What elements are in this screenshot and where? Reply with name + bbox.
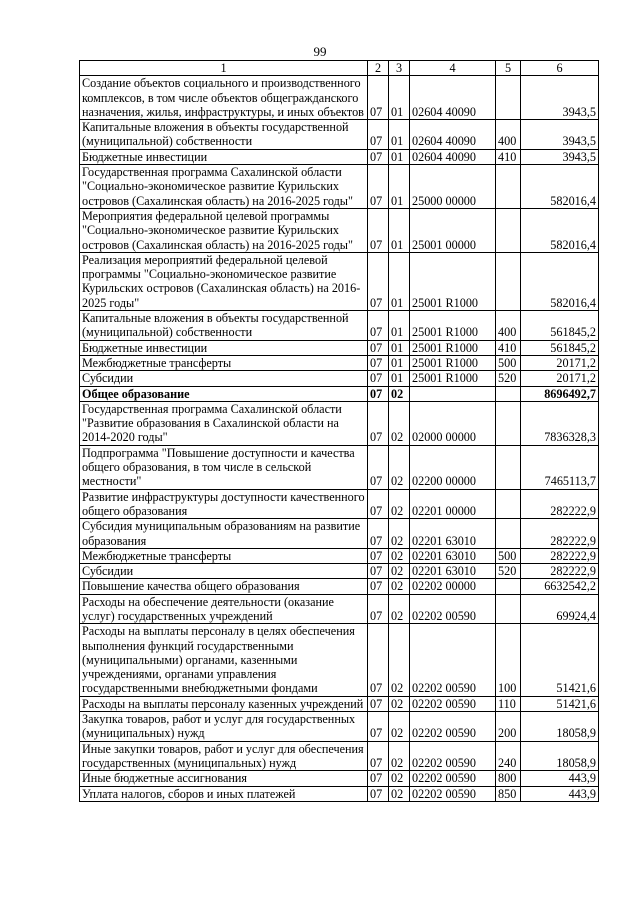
table-row [80, 208, 599, 252]
row-sum-cell: 282222,9 [521, 564, 599, 579]
row-expense-type-cell [496, 76, 521, 120]
row-name-cell: Субсидии [80, 371, 368, 386]
row-sum-cell: 561845,2 [521, 340, 599, 355]
row-target-article-cell: 02202 00590 [410, 696, 496, 711]
table-row [80, 252, 599, 310]
row-section-cell: 07 [368, 386, 389, 401]
table-row [80, 401, 599, 445]
row-section-cell: 07 [368, 149, 389, 164]
table-row [80, 340, 599, 355]
row-expense-type-cell [496, 489, 521, 519]
row-subsection-cell: 02 [389, 445, 410, 489]
row-name-cell: Государственная программа Сахалинской области "Социально-экономическое развитие Курильских островов (Сахалинская область) на 2016-2025 годы" [80, 165, 368, 209]
row-name-cell: Субсидии [80, 564, 368, 579]
row-sum-cell: 69924,4 [521, 594, 599, 624]
row-subsection-cell: 02 [389, 489, 410, 519]
row-subsection-cell: 02 [389, 401, 410, 445]
header-cell: 2 [368, 61, 389, 76]
row-target-article-cell: 02202 00590 [410, 786, 496, 801]
row-sum-cell: 20171,2 [521, 355, 599, 370]
row-sum-cell: 18058,9 [521, 741, 599, 771]
row-name-cell: Бюджетные инвестиции [80, 340, 368, 355]
row-target-article-cell: 02000 00000 [410, 401, 496, 445]
table-row [80, 76, 599, 120]
row-sum-cell: 282222,9 [521, 519, 599, 549]
row-expense-type-cell [496, 252, 521, 310]
row-sum-cell: 582016,4 [521, 165, 599, 209]
row-sum-cell: 282222,9 [521, 489, 599, 519]
row-sum-cell: 7836328,3 [521, 401, 599, 445]
header-cell: 4 [410, 61, 496, 76]
row-subsection-cell: 02 [389, 712, 410, 742]
row-expense-type-cell: 500 [496, 548, 521, 563]
row-expense-type-cell: 110 [496, 696, 521, 711]
row-target-article-cell: 02604 40090 [410, 120, 496, 150]
row-expense-type-cell: 200 [496, 712, 521, 742]
row-sum-cell: 6632542,2 [521, 579, 599, 594]
row-target-article-cell: 02201 63010 [410, 564, 496, 579]
row-section-cell: 07 [368, 165, 389, 209]
row-name-cell: Мероприятия федеральной целевой программы "Социально-экономическое развитие Курильских островов (Сахалинская область) на 2016-2025 годы" [80, 208, 368, 252]
header-cell: 5 [496, 61, 521, 76]
row-target-article-cell: 02202 00000 [410, 579, 496, 594]
row-expense-type-cell [496, 519, 521, 549]
row-section-cell: 07 [368, 579, 389, 594]
row-name-cell: Иные закупки товаров, работ и услуг для обеспечения государственных (муниципальных) нужд [80, 741, 368, 771]
table-row [80, 311, 599, 341]
row-section-cell: 07 [368, 624, 389, 696]
row-section-cell: 07 [368, 771, 389, 786]
row-sum-cell: 3943,5 [521, 76, 599, 120]
table-row [80, 165, 599, 209]
row-subsection-cell: 02 [389, 696, 410, 711]
table-row [80, 696, 599, 711]
row-subsection-cell: 02 [389, 624, 410, 696]
row-expense-type-cell: 410 [496, 149, 521, 164]
row-expense-type-cell [496, 445, 521, 489]
table-row [80, 624, 599, 696]
row-expense-type-cell: 100 [496, 624, 521, 696]
row-subsection-cell: 01 [389, 311, 410, 341]
row-name-cell: Общее образование [80, 386, 368, 401]
row-sum-cell: 18058,9 [521, 712, 599, 742]
row-target-article-cell: 02201 00000 [410, 489, 496, 519]
row-target-article-cell: 25001 R1000 [410, 371, 496, 386]
row-expense-type-cell [496, 579, 521, 594]
row-subsection-cell: 02 [389, 548, 410, 563]
table-row [80, 771, 599, 786]
row-expense-type-cell: 400 [496, 120, 521, 150]
row-subsection-cell: 01 [389, 76, 410, 120]
row-section-cell: 07 [368, 311, 389, 341]
row-expense-type-cell: 520 [496, 371, 521, 386]
row-subsection-cell: 02 [389, 519, 410, 549]
row-subsection-cell: 01 [389, 149, 410, 164]
row-name-cell: Межбюджетные трансферты [80, 548, 368, 563]
row-target-article-cell: 02604 40090 [410, 149, 496, 164]
row-name-cell: Подпрограмма "Повышение доступности и качества общего образования, в том числе в сельской местности" [80, 445, 368, 489]
row-target-article-cell: 02201 63010 [410, 519, 496, 549]
header-cell: 3 [389, 61, 410, 76]
row-sum-cell: 51421,6 [521, 696, 599, 711]
row-sum-cell: 582016,4 [521, 252, 599, 310]
table-row [80, 579, 599, 594]
row-sum-cell: 561845,2 [521, 311, 599, 341]
row-section-cell: 07 [368, 519, 389, 549]
row-expense-type-cell [496, 386, 521, 401]
row-target-article-cell: 25000 00000 [410, 165, 496, 209]
header-cell: 6 [521, 61, 599, 76]
row-name-cell: Бюджетные инвестиции [80, 149, 368, 164]
row-section-cell: 07 [368, 76, 389, 120]
row-subsection-cell: 02 [389, 386, 410, 401]
table-row [80, 386, 599, 401]
row-section-cell: 07 [368, 489, 389, 519]
row-expense-type-cell [496, 165, 521, 209]
row-subsection-cell: 01 [389, 208, 410, 252]
row-target-article-cell: 25001 00000 [410, 208, 496, 252]
table-row [80, 149, 599, 164]
row-target-article-cell: 25001 R1000 [410, 311, 496, 341]
table-row [80, 741, 599, 771]
row-expense-type-cell: 500 [496, 355, 521, 370]
row-target-article-cell: 02201 63010 [410, 548, 496, 563]
row-section-cell: 07 [368, 741, 389, 771]
row-sum-cell: 3943,5 [521, 149, 599, 164]
row-target-article-cell: 25001 R1000 [410, 340, 496, 355]
row-section-cell: 07 [368, 564, 389, 579]
row-section-cell: 07 [368, 252, 389, 310]
row-name-cell: Закупка товаров, работ и услуг для государственных (муниципальных) нужд [80, 712, 368, 742]
row-name-cell: Создание объектов социального и производственного комплексов, в том числе объектов общегражданского назначения, жилья, инфраструктуры, и иных объектов [80, 76, 368, 120]
row-name-cell: Расходы на обеспечение деятельности (оказание услуг) государственных учреждений [80, 594, 368, 624]
row-name-cell: Капитальные вложения в объекты государственной (муниципальной) собственности [80, 311, 368, 341]
table-row [80, 355, 599, 370]
row-subsection-cell: 01 [389, 355, 410, 370]
row-sum-cell: 3943,5 [521, 120, 599, 150]
row-subsection-cell: 02 [389, 579, 410, 594]
row-name-cell: Уплата налогов, сборов и иных платежей [80, 786, 368, 801]
row-target-article-cell: 02202 00590 [410, 741, 496, 771]
row-expense-type-cell: 850 [496, 786, 521, 801]
row-subsection-cell: 01 [389, 165, 410, 209]
row-name-cell: Межбюджетные трансферты [80, 355, 368, 370]
row-sum-cell: 282222,9 [521, 548, 599, 563]
row-sum-cell: 443,9 [521, 786, 599, 801]
row-sum-cell: 443,9 [521, 771, 599, 786]
row-target-article-cell: 02200 00000 [410, 445, 496, 489]
row-sum-cell: 582016,4 [521, 208, 599, 252]
row-target-article-cell: 25001 R1000 [410, 252, 496, 310]
row-expense-type-cell [496, 401, 521, 445]
row-section-cell: 07 [368, 208, 389, 252]
row-subsection-cell: 01 [389, 120, 410, 150]
table-header-row [80, 61, 599, 76]
row-target-article-cell: 02604 40090 [410, 76, 496, 120]
table-row [80, 120, 599, 150]
row-name-cell: Государственная программа Сахалинской области "Развитие образования в Сахалинской области на 2014-2020 годы" [80, 401, 368, 445]
row-name-cell: Развитие инфраструктуры доступности качественного общего образования [80, 489, 368, 519]
row-expense-type-cell: 240 [496, 741, 521, 771]
row-expense-type-cell: 520 [496, 564, 521, 579]
row-subsection-cell: 01 [389, 371, 410, 386]
row-expense-type-cell [496, 208, 521, 252]
row-section-cell: 07 [368, 786, 389, 801]
table-row [80, 712, 599, 742]
row-subsection-cell: 02 [389, 771, 410, 786]
row-sum-cell: 7465113,7 [521, 445, 599, 489]
row-expense-type-cell: 410 [496, 340, 521, 355]
table-row [80, 564, 599, 579]
row-section-cell: 07 [368, 355, 389, 370]
row-section-cell: 07 [368, 712, 389, 742]
row-name-cell: Субсидия муниципальным образованиям на развитие образования [80, 519, 368, 549]
row-section-cell: 07 [368, 120, 389, 150]
row-section-cell: 07 [368, 371, 389, 386]
row-subsection-cell: 02 [389, 564, 410, 579]
budget-table-body [80, 61, 599, 802]
table-row [80, 786, 599, 801]
row-target-article-cell: 02202 00590 [410, 624, 496, 696]
row-sum-cell: 51421,6 [521, 624, 599, 696]
row-name-cell: Повышение качества общего образования [80, 579, 368, 594]
row-name-cell: Иные бюджетные ассигнования [80, 771, 368, 786]
row-subsection-cell: 02 [389, 786, 410, 801]
row-section-cell: 07 [368, 445, 389, 489]
row-expense-type-cell [496, 594, 521, 624]
row-subsection-cell: 02 [389, 594, 410, 624]
row-subsection-cell: 01 [389, 340, 410, 355]
row-target-article-cell: 02202 00590 [410, 712, 496, 742]
row-expense-type-cell: 400 [496, 311, 521, 341]
budget-table [79, 60, 599, 802]
table-row [80, 489, 599, 519]
table-row [80, 445, 599, 489]
row-subsection-cell: 01 [389, 252, 410, 310]
table-row [80, 371, 599, 386]
row-section-cell: 07 [368, 696, 389, 711]
row-name-cell: Реализация мероприятий федеральной целевой программы "Социально-экономическое развитие Курильских островов (Сахалинская область) на 2016-2025 годы" [80, 252, 368, 310]
row-sum-cell: 20171,2 [521, 371, 599, 386]
row-target-article-cell: 25001 R1000 [410, 355, 496, 370]
row-section-cell: 07 [368, 594, 389, 624]
row-section-cell: 07 [368, 548, 389, 563]
table-row [80, 548, 599, 563]
row-expense-type-cell: 800 [496, 771, 521, 786]
row-name-cell: Расходы на выплаты персоналу в целях обеспечения выполнения функций государственными (муниципальными) органами, казенными учреждениями, органами управления государственными внебюджетными фондами [80, 624, 368, 696]
row-target-article-cell: 02202 00590 [410, 771, 496, 786]
row-sum-cell: 8696492,7 [521, 386, 599, 401]
row-target-article-cell [410, 386, 496, 401]
row-target-article-cell: 02202 00590 [410, 594, 496, 624]
header-cell: 1 [80, 61, 368, 76]
table-row [80, 594, 599, 624]
row-name-cell: Капитальные вложения в объекты государственной (муниципальной) собственности [80, 120, 368, 150]
page-number: 99 [313, 44, 327, 59]
row-subsection-cell: 02 [389, 741, 410, 771]
row-section-cell: 07 [368, 401, 389, 445]
table-row [80, 519, 599, 549]
row-name-cell: Расходы на выплаты персоналу казенных учреждений [80, 696, 368, 711]
row-section-cell: 07 [368, 340, 389, 355]
